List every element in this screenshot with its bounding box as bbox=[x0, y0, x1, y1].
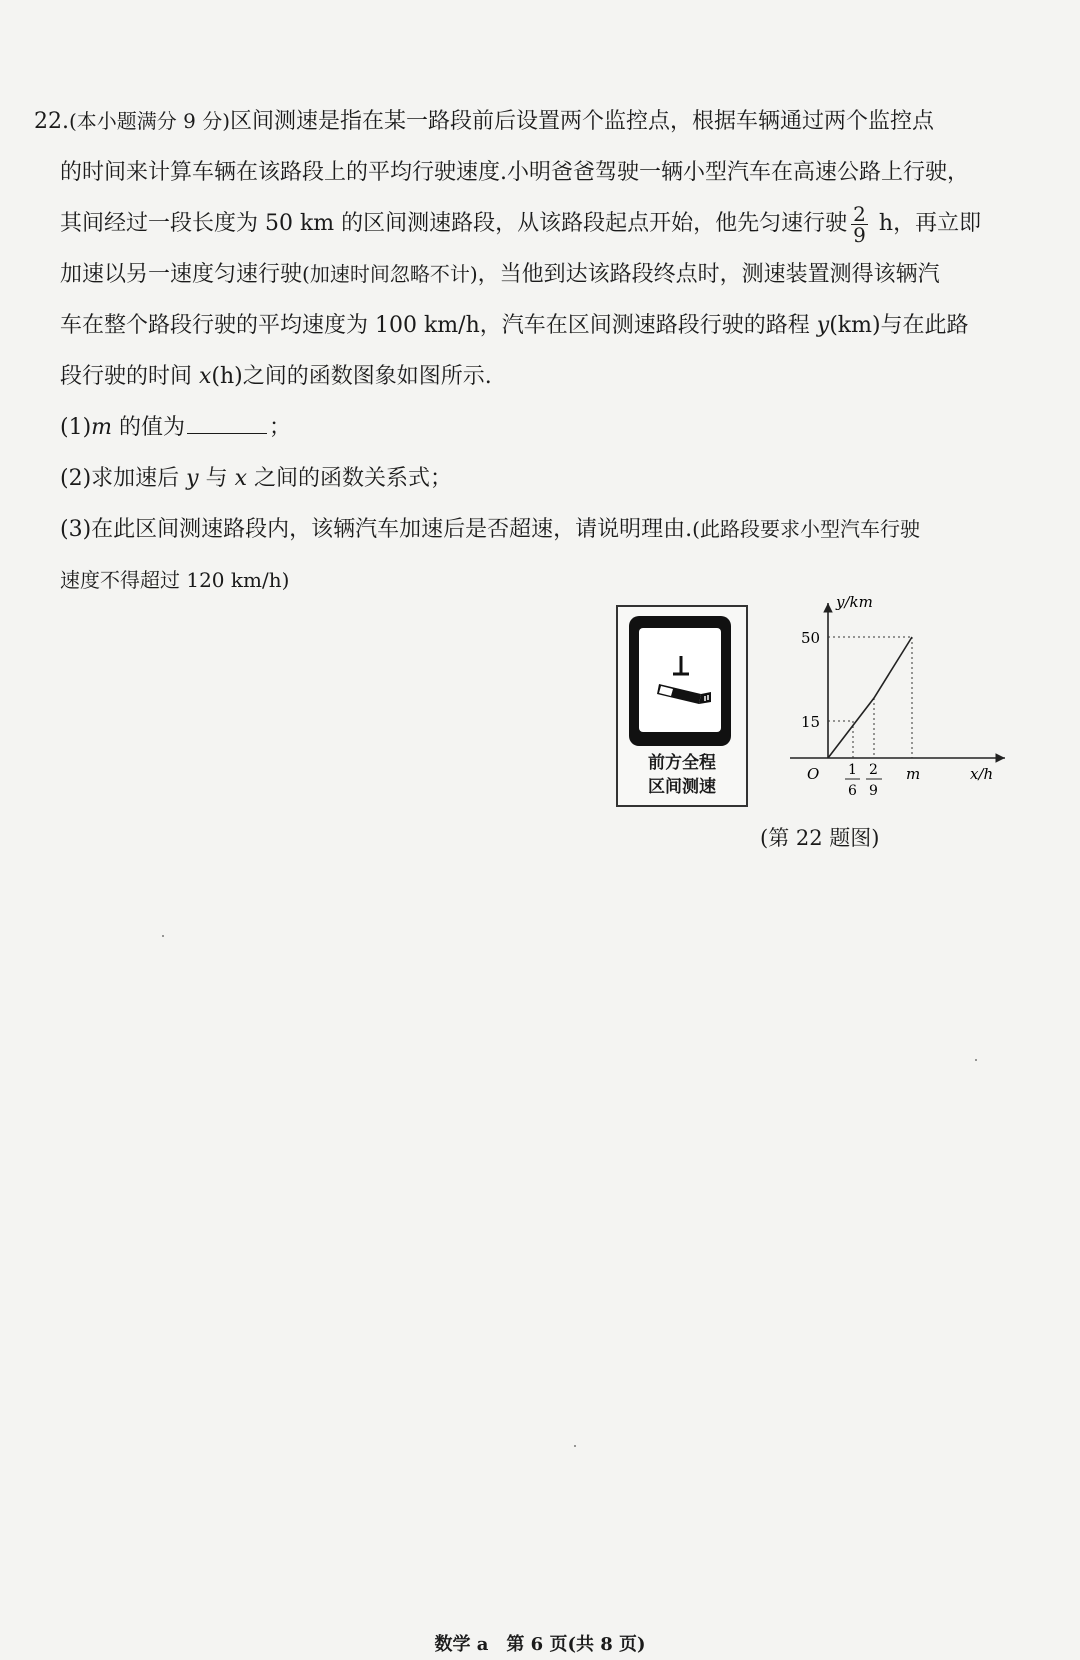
function-graph bbox=[790, 595, 1010, 810]
sign-caption-line-2: 区间测速 bbox=[648, 777, 716, 797]
problem-22 bbox=[34, 96, 1024, 606]
problem-text-2: 的时间来计算车辆在该路段上的平均行驶速度.小明爸爸驾驶一辆小型汽车在高速公路上行驶， bbox=[60, 160, 969, 185]
problem-text-1: 区间测速是指在某一路段前后设置两个监控点，根据车辆通过两个监控点 bbox=[230, 109, 935, 134]
var-x: x bbox=[234, 466, 248, 491]
problem-text-4b: ，当他到达该路段终点时，测速装置测得该辆汽 bbox=[477, 262, 940, 287]
q1-end: ； bbox=[269, 415, 292, 440]
problem-text-4a: 加速以另一速度匀速行驶 bbox=[60, 262, 303, 287]
problem-line-6 bbox=[34, 351, 1024, 402]
fraction-numerator: 2 bbox=[853, 201, 866, 226]
q1-text: 的值为 bbox=[112, 415, 186, 440]
problem-text-3a: 其间经过一段长度为 50 km 的区间测速路段，从该路段起点开始，他先匀速行驶 bbox=[60, 211, 848, 236]
var-x: x bbox=[199, 364, 212, 389]
problem-line-4 bbox=[34, 249, 1024, 300]
fraction-denominator: 9 bbox=[853, 222, 866, 247]
problem-text-5a: 车在整个路段行驶的平均速度为 100 km/h，汽车在区间测速路段行驶的路程 bbox=[60, 313, 817, 338]
sign-caption bbox=[618, 751, 746, 799]
problem-text-5b: (km)与在此路 bbox=[829, 313, 969, 338]
x-tick-2-9-num: 2 bbox=[869, 762, 878, 778]
x-tick-1-6-num: 1 bbox=[848, 762, 857, 778]
paper-speck bbox=[975, 1059, 977, 1061]
problem-note-4: (加速时间忽略不计) bbox=[302, 262, 478, 286]
problem-text-6a: 段行驶的时间 bbox=[60, 364, 199, 389]
x-tick-m: m bbox=[906, 765, 921, 783]
q3-note-1: (此路段要求小型汽车行驶 bbox=[692, 517, 920, 541]
sign-caption-line-1: 前方全程 bbox=[648, 753, 716, 773]
q2-text-b: 与 bbox=[198, 466, 235, 491]
q1-label: (1) bbox=[60, 415, 92, 440]
figure-caption: (第 22 题图) bbox=[760, 826, 880, 850]
question-2 bbox=[34, 453, 1024, 504]
problem-line-2 bbox=[34, 147, 1024, 198]
y-tick-50: 50 bbox=[801, 629, 821, 647]
problem-text-3b: h，再立即 bbox=[871, 211, 982, 236]
score-note: (本小题满分 9 分) bbox=[69, 109, 231, 133]
q2-text-a: (2)求加速后 bbox=[60, 466, 187, 491]
speed-camera-sign bbox=[616, 605, 748, 807]
problem-number: 22. bbox=[34, 109, 69, 134]
var-m: m bbox=[91, 415, 113, 440]
question-1 bbox=[34, 402, 1024, 453]
problem-text-6b: (h)之间的函数图象如图所示. bbox=[211, 364, 492, 389]
page-footer: 数学 a 第 6 页(共 8 页) bbox=[434, 1634, 646, 1655]
answer-blank[interactable] bbox=[187, 413, 267, 434]
q3-text: (3)在此区间测速路段内，该辆汽车加速后是否超速，请说明理由. bbox=[60, 517, 693, 542]
origin-label: O bbox=[807, 765, 820, 783]
q2-text-c: 之间的函数关系式； bbox=[247, 466, 453, 491]
x-axis-label: x/h bbox=[970, 765, 994, 783]
sign-panel bbox=[629, 616, 731, 746]
var-y: y bbox=[816, 313, 830, 338]
problem-line-5 bbox=[34, 300, 1024, 351]
q3-note-2: 速度不得超过 120 km/h) bbox=[60, 568, 290, 592]
camera-icon bbox=[639, 628, 721, 732]
paper-speck bbox=[574, 1445, 576, 1447]
sign-screen bbox=[639, 628, 721, 732]
fraction-2-9 bbox=[851, 201, 868, 247]
y-axis-label: y/km bbox=[836, 595, 873, 611]
problem-line-3 bbox=[34, 198, 1024, 249]
x-tick-1-6-den: 6 bbox=[848, 783, 857, 799]
x-tick-2-9-den: 9 bbox=[869, 783, 878, 799]
paper-speck bbox=[162, 935, 164, 937]
var-y: y bbox=[186, 466, 199, 491]
question-3 bbox=[34, 504, 1024, 555]
graph-line bbox=[828, 637, 912, 758]
problem-line-1 bbox=[34, 96, 1024, 147]
y-tick-15: 15 bbox=[801, 713, 821, 731]
